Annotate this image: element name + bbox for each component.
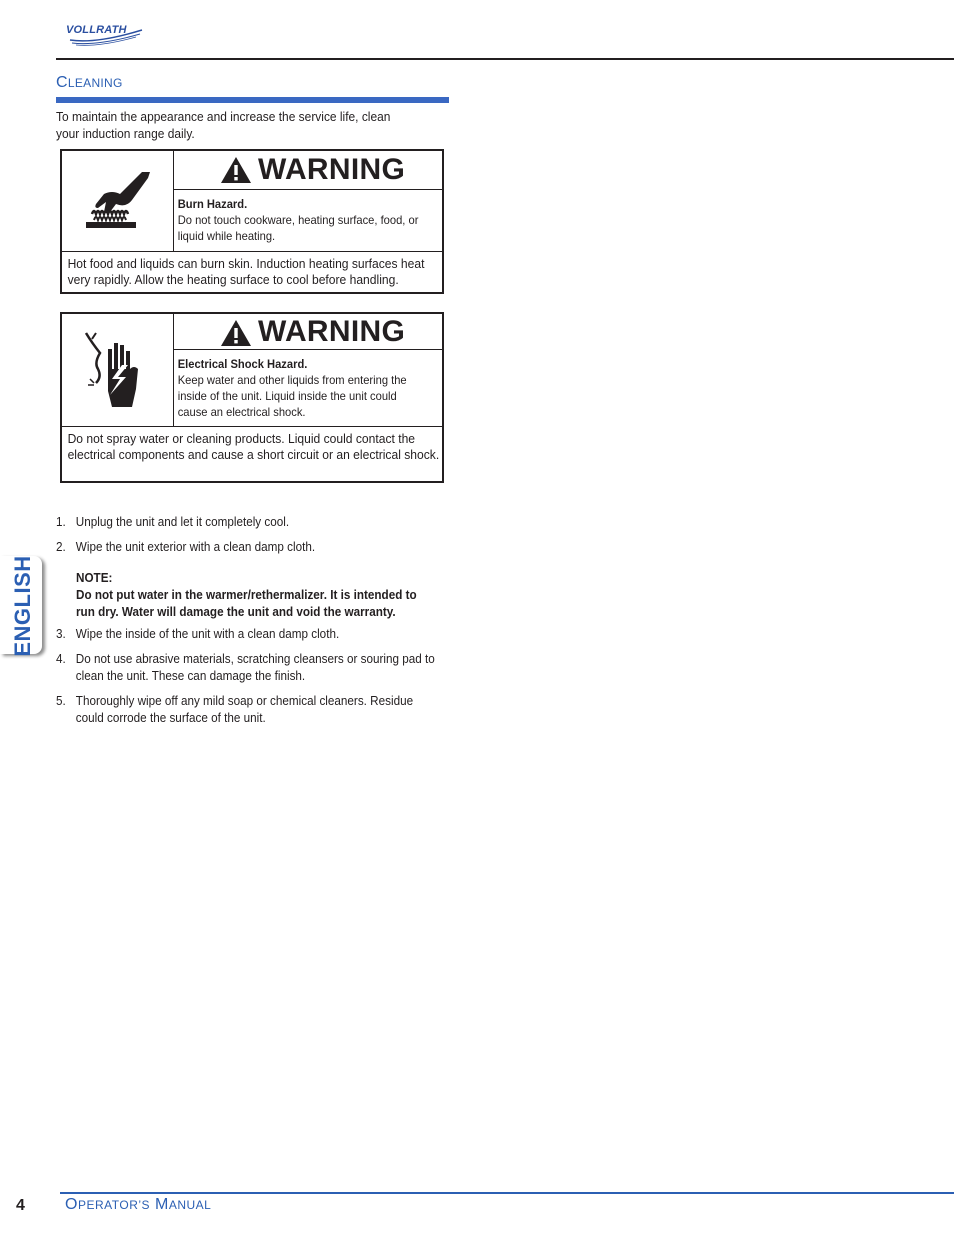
footer-rule — [60, 1192, 954, 1194]
step-text: Wipe the inside of the unit with a clean damp cloth. — [75, 626, 340, 641]
hazard-text: Do not touch cookware, heating surface, food, or liquid while heating. — [177, 213, 419, 243]
hazard-title: Burn Hazard. — [177, 197, 248, 211]
step-number: 2. — [56, 539, 66, 554]
step-text: Thoroughly wipe off any mild soap or chemical cleaners. Residue could corrode the surface of the unit. — [75, 693, 414, 725]
section-title-rest: LEANING — [67, 76, 123, 90]
header-rule — [56, 58, 954, 60]
section-bar — [56, 97, 449, 103]
warning-header — [174, 151, 442, 190]
side-tab-label: ENGLISH — [10, 555, 35, 657]
logo-text: VOLLRATH — [66, 24, 127, 36]
footer-title — [65, 1196, 211, 1214]
footer-title-a-initial: O — [65, 1196, 78, 1213]
warning-body: Do not spray water or cleaning products. Liquid could contact the electrical components and cause a short circuit or an electrical shock. — [67, 431, 440, 462]
burn-hazard-icon — [62, 151, 174, 251]
electrical-shock-icon — [62, 314, 174, 426]
page-number: 4 — [16, 1197, 25, 1214]
step-number: 3. — [56, 626, 66, 641]
footer-title-b-rest: ANUAL — [168, 1198, 212, 1212]
step-number: 4. — [56, 651, 66, 666]
warning-label: WARNING — [258, 314, 406, 348]
step-text: Wipe the unit exterior with a clean damp cloth. — [75, 539, 316, 554]
step-number: 5. — [56, 693, 66, 708]
footer-title-b-initial: M — [154, 1196, 169, 1213]
note-text: Do not put water in the warmer/rethermalizer. It is intended to run dry. Water will damage the unit and void the warranty. — [76, 587, 417, 619]
footer-title-a-rest: PERATOR’S — [77, 1198, 151, 1212]
warning-triangle-icon — [220, 319, 252, 347]
warning-body: Hot food and liquids can burn skin. Induction heating surfaces heat very rapidly. Allow the heating surface to cool before handling. — [67, 256, 425, 287]
section-title — [56, 74, 123, 92]
note-block — [76, 569, 418, 620]
vollrath-logo — [66, 18, 144, 48]
hazard-title: Electrical Shock Hazard. — [177, 357, 308, 371]
language-side-tab — [0, 556, 46, 656]
warning-header — [174, 314, 442, 350]
intro-paragraph: To maintain the appearance and increase the service life, clean your induction range daily. — [56, 109, 391, 141]
note-label: NOTE: — [76, 570, 113, 585]
shock-warning-box — [60, 312, 444, 483]
warning-label: WARNING — [258, 153, 406, 186]
step-text: Unplug the unit and let it completely cool. — [75, 514, 290, 529]
burn-warning-box — [60, 149, 444, 294]
step-text: Do not use abrasive materials, scratching cleansers or souring pad to clean the unit. These can damage the finish. — [75, 651, 435, 683]
step-number: 1. — [56, 514, 66, 529]
hazard-text: Keep water and other liquids from entering the inside of the unit. Liquid inside the unit could cause an electrical shock. — [177, 373, 407, 419]
warning-triangle-icon — [220, 156, 252, 184]
section-title-initial: C — [56, 74, 68, 91]
